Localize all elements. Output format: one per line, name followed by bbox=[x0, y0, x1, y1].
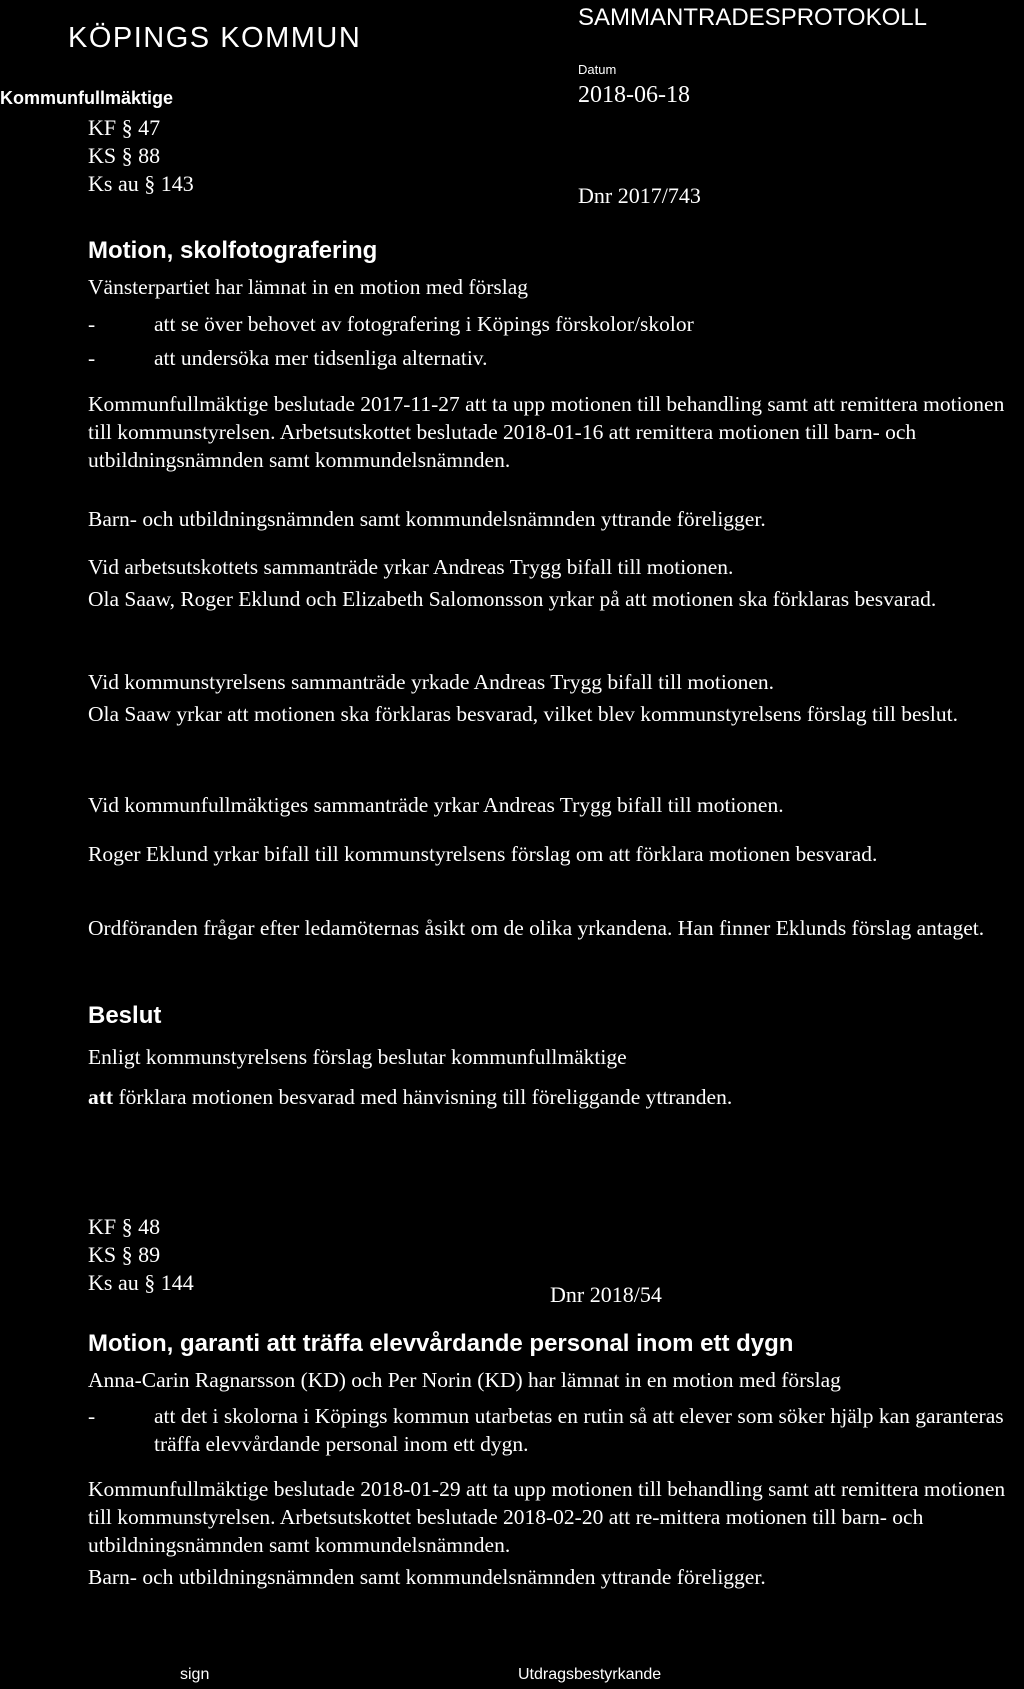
item2-paragraph-2: Barn- och utbildningsnämnden samt kommundelsnämnden yttrande föreligger. bbox=[88, 1565, 766, 1589]
item2-dnr: Dnr 2018/54 bbox=[550, 1282, 662, 1307]
item1-bullet-2: - att undersöka mer tidsenliga alternativ. bbox=[88, 344, 1018, 372]
item1-dnr: Dnr 2017/743 bbox=[578, 183, 701, 208]
item1-paragraph-4a: Vid kommunstyrelsens sammanträde yrkade Andreas Trygg bifall till motionen. bbox=[88, 670, 775, 694]
item1-ref-ksau: Ks au § 143 bbox=[88, 171, 194, 196]
item2-bullet-1: - att det i skolorna i Köpings kommun utarbetas en rutin så att elever som söker hjälp kan garanteras träffa elevvårdande personal inom ett dygn. bbox=[88, 1402, 1008, 1458]
item1-intro: Vänsterpartiet har lämnat in en motion med förslag bbox=[88, 275, 529, 299]
item1-paragraph-6: Roger Eklund yrkar bifall till kommunstyrelsens förslag om att förklara motionen besvarad. bbox=[88, 842, 878, 866]
organization-name: KÖPINGS KOMMUN bbox=[68, 22, 362, 54]
meeting-date: 2018-06-18 bbox=[578, 82, 690, 108]
decision-body-text: förklara motionen besvarad med hänvisning till föreliggande yttranden. bbox=[118, 1085, 733, 1109]
item1-ref-ks: KS § 88 bbox=[88, 143, 161, 168]
item2-paragraph-1: Kommunfullmäktige beslutade 2018-01-29 att ta upp motionen till behandling samt att remittera motionen till kommunstyrelsen. Arbetsutskottet beslutade 2018-02-20 att re-mittera motionen till barn- och utbildningsnämnden samt kommundelsnämnden. bbox=[88, 1477, 1006, 1557]
decision-heading: Beslut bbox=[88, 1002, 162, 1029]
item2-title: Motion, garanti att träffa elevvårdande personal inom ett dygn bbox=[88, 1330, 794, 1357]
decision-att: att bbox=[88, 1085, 114, 1109]
item2-ref-kf: KF § 48 bbox=[88, 1214, 161, 1239]
item2-bullet-list bbox=[88, 1402, 1008, 1458]
item2-intro: Anna-Carin Ragnarsson (KD) och Per Norin (KD) har lämnat in en motion med förslag bbox=[88, 1368, 841, 1392]
item1-paragraph-1: Kommunfullmäktige beslutade 2017-11-27 att ta upp motionen till behandling samt att remittera motionen till kommunstyrelsen. Arbetsutskottet beslutade 2018-01-16 att remittera motionen till barn- och utbildningsnämnden samt kommundelsnämnden. bbox=[88, 392, 1005, 472]
item1-ref-kf: KF § 47 bbox=[88, 115, 161, 140]
item1-title: Motion, skolfotografering bbox=[88, 237, 378, 264]
item1-paragraph-2: Barn- och utbildningsnämnden samt kommundelsnämnden yttrande föreligger. bbox=[88, 507, 766, 531]
document-type: SAMMANTRADESPROTOKOLL bbox=[578, 4, 927, 31]
date-label: Datum bbox=[578, 62, 617, 77]
item1-paragraph-4b: Ola Saaw yrkar att motionen ska förklaras besvarad, vilket blev kommunstyrelsens förslag till beslut. bbox=[88, 702, 958, 726]
item2-references bbox=[88, 1213, 194, 1297]
decision-intro: Enligt kommunstyrelsens förslag beslutar kommunfullmäktige bbox=[88, 1045, 627, 1069]
item1-paragraph-3a: Vid arbetsutskottets sammanträde yrkar Andreas Trygg bifall till motionen. bbox=[88, 555, 734, 579]
footer-sign-label: sign bbox=[180, 1666, 210, 1683]
item2-ref-ks: KS § 89 bbox=[88, 1242, 161, 1267]
item1-bullet-list bbox=[88, 310, 1018, 372]
item1-bullet-1: - att se över behovet av fotografering i Köpings förskolor/skolor bbox=[88, 310, 1018, 338]
item1-paragraph-5: Vid kommunfullmäktiges sammanträde yrkar Andreas Trygg bifall till motionen. bbox=[88, 793, 784, 817]
footer-extract-label: Utdragsbestyrkande bbox=[518, 1666, 662, 1683]
item1-paragraph-3b: Ola Saaw, Roger Eklund och Elizabeth Salomonsson yrkar på att motionen ska förklaras besvarad. bbox=[88, 587, 937, 611]
decision-body: Kommunfullmäktige bbox=[0, 88, 174, 108]
item1-references bbox=[88, 114, 194, 198]
item1-paragraph-7: Ordföranden frågar efter ledamöternas åsikt om de olika yrkandena. Han finner Eklunds förslag antaget. bbox=[88, 916, 985, 940]
item2-ref-ksau: Ks au § 144 bbox=[88, 1270, 194, 1295]
decision-text bbox=[88, 1083, 1018, 1111]
